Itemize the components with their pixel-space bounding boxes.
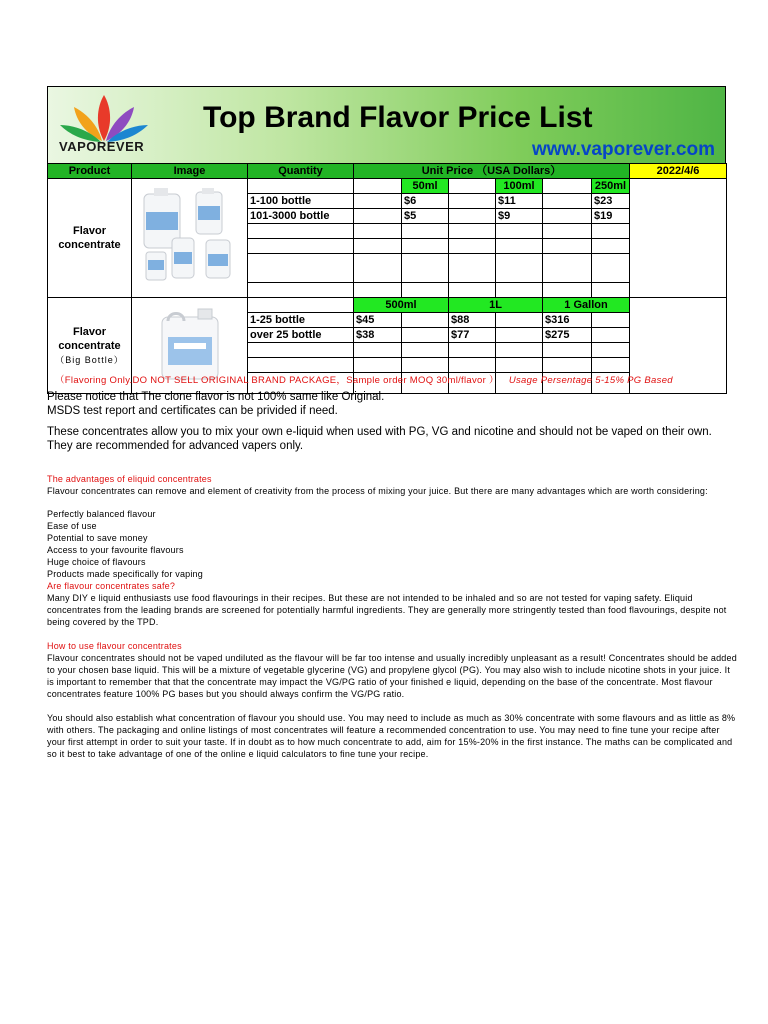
list-item: Huge choice of flavours (47, 557, 146, 567)
howto-heading: How to use flavour concentrates (47, 641, 182, 651)
list-item: Products made specifically for vaping (47, 569, 203, 579)
price-cell: $45 (354, 313, 402, 328)
price-cell: $38 (354, 328, 402, 343)
usage-note: Usage Persentage 5-15% PG Based (508, 375, 673, 386)
size-header: 1 Gallon (543, 298, 630, 313)
table-row (48, 179, 727, 194)
header-banner (47, 86, 726, 163)
product-name: Flavor concentrate (48, 179, 132, 298)
quantity-cell: 1-100 bottle (248, 194, 354, 209)
price-cell: $316 (543, 313, 592, 328)
list-item: Access to your favourite flavours (47, 545, 184, 555)
product-image (132, 179, 248, 298)
logo-text: VAPOREVER (59, 139, 145, 154)
size-header: 1L (449, 298, 543, 313)
size-header: 50ml (402, 179, 449, 194)
website-link[interactable]: www.vaporever.com (531, 139, 715, 160)
page-title: Top Brand Flavor Price List (203, 101, 593, 134)
jug-image-icon (150, 307, 230, 381)
price-cell: $88 (449, 313, 496, 328)
col-quantity: Quantity (248, 164, 354, 179)
price-cell: $9 (496, 209, 543, 224)
list-item: Ease of use (47, 521, 97, 531)
col-product: Product (48, 164, 132, 179)
notice-msds: MSDS test report and certificates can be privided if need. (47, 405, 338, 417)
bottles-image-icon (140, 188, 240, 284)
size-header: 500ml (354, 298, 449, 313)
quantity-cell: 1-25 bottle (248, 313, 354, 328)
col-image: Image (132, 164, 248, 179)
size-header: 250ml (592, 179, 630, 194)
notice-clone: Please notice that The clone flavor is not 100% same like Original. (47, 391, 385, 403)
price-cell: $19 (592, 209, 630, 224)
safety-heading: Are flavour concentrates safe? (47, 581, 176, 591)
col-unit-price: Unit Price （USA Dollars） (354, 164, 630, 179)
safety-text: Many DIY e liquid enthusiasts use food flavourings in their recipes. But these are not intended to be inhaled and so are not tested for vaping safety. Eliquid concentrates from the leading brands are screened for potentially harmful ingredients. They are generally more stringently tested than food flavourings, despite not being covered by the TPD. (47, 593, 727, 627)
table-row (48, 298, 727, 313)
quantity-cell: over 25 bottle (248, 328, 354, 343)
list-item: Perfectly balanced flavour (47, 509, 156, 519)
list-item: Potential to save money (47, 533, 148, 543)
howto-paragraph-1: Flavour concentrates should not be vaped undiluted as the flavour will be far too intense and usually incredibly unpleasant as a result! Concentrates should be added to your chosen base liquid. This will be a mixture of vegetable glycerine (VG) and propylene glycol (PG). You may also wish to include nicotine shots in your juice. It is important to remember that that the concentrate may impact the VG/PG ratio of your finished e liquid, depending on the base of the concentrate. Most flavour concentrates feature 100% PG bases but you should always confirm the VG/PG ratio. (47, 653, 737, 699)
price-sheet (47, 86, 726, 394)
price-date: 2022/4/6 (630, 164, 727, 179)
price-cell: $77 (449, 328, 496, 343)
product-name: Flavor concentrate （Big Bottle） (48, 298, 132, 394)
notes-section (47, 372, 737, 760)
price-table (47, 163, 727, 394)
order-note: （Flavoring Only.DO NOT SELL ORIGINAL BRAND PACKAGE，Sample order MOQ 30ml/flavor ） Usage Persentage 5-15% PG Based (55, 375, 673, 386)
price-cell: $275 (543, 328, 592, 343)
quantity-cell: 101-3000 bottle (248, 209, 354, 224)
table-header-row (48, 164, 727, 179)
price-cell: $23 (592, 194, 630, 209)
howto-paragraph-2: You should also establish what concentration of flavour you should use. You may need to include as much as 30% concentrate with some flavours and as little as 8% with others. The packaging and online listings of most concentrates will feature a recommended concentration to use. You may need to fine tune your recipe after your first attempt in order to suit your taste. If in doubt as to how much concentrate to add, aim for 15%-20% in the first instance. The maths can be complicated and so it best to take advantage of one of the online e liquid calculators to fine tune your recipe. (47, 713, 736, 759)
price-cell: $11 (496, 194, 543, 209)
price-cell: $6 (402, 194, 449, 209)
advantages-intro: Flavour concentrates can remove and element of creativity from the process of mixing your juice. But there are many advantages which are worth considering: (47, 486, 708, 496)
advantages-heading: The advantages of eliquid concentrates (47, 474, 212, 484)
size-header: 100ml (496, 179, 543, 194)
price-cell: $5 (402, 209, 449, 224)
notice-concentrates: These concentrates allow you to mix your own e-liquid when used with PG, VG and nicotine and should not be vaped on their own. They are recommended for advanced vapers only. (47, 426, 712, 452)
